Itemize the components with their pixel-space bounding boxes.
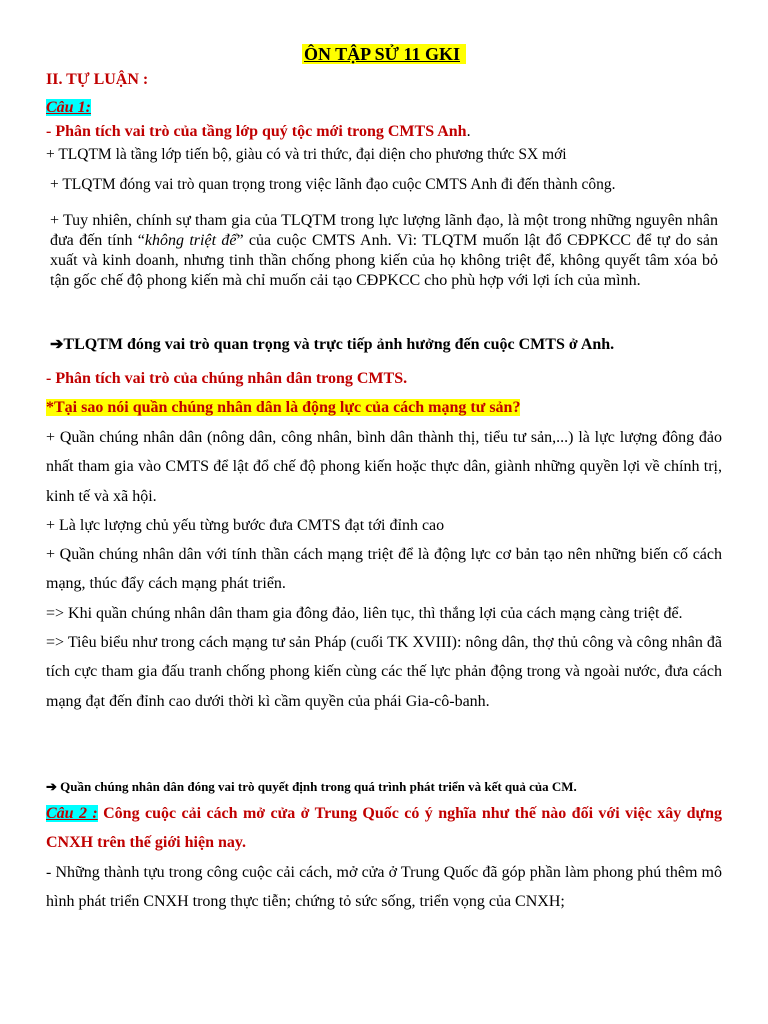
arrow-right-icon: ➔ bbox=[50, 336, 64, 353]
paragraph-3-part-b: ” của cuộc CMTS Anh. Vì: TLQTM muốn lật đổ CĐPKCC để tự do sản xuất và kinh doanh, nhưng tinh thần chống phong kiến của họ không triệt để, không quyết tâm xóa bỏ tận gốc chế độ phong kiến mà chỉ muốn cải tạo CĐPKCC cho phù hợp với lợi ích của mình. bbox=[50, 232, 718, 289]
conclusion-1 bbox=[50, 335, 614, 355]
sub-question-people: - Phân tích vai trò của chúng nhân dân trong CMTS. bbox=[46, 370, 408, 387]
conclusion-2 bbox=[46, 777, 577, 797]
question-1-label-line bbox=[46, 98, 91, 118]
answer-body-people bbox=[46, 423, 722, 716]
section-heading: II. TỰ LUẬN : bbox=[46, 71, 149, 88]
conclusion-1-text: TLQTM đóng vai trò quan trọng và trực tiếp ảnh hưởng đến cuộc CMTS ở Anh. bbox=[63, 336, 615, 353]
arrow-right-icon: ➔ bbox=[46, 779, 57, 794]
question-1-prompt-text: - Phân tích vai trò của tầng lớp quý tộc mới trong CMTS Anh bbox=[46, 123, 467, 140]
question-1-label: Câu 1: bbox=[46, 99, 91, 116]
paragraph-3-italic: không triệt để bbox=[144, 232, 237, 249]
answer-line-1: + TLQTM là tầng lớp tiến bộ, giàu có và tri thức, đại diện cho phương thức SX mới bbox=[46, 146, 567, 163]
question-2-prompt: Công cuộc cải cách mở cửa ở Trung Quốc có ý nghĩa như thế nào đối với việc xây dựng CNXH trên thế giới hiện nay. bbox=[46, 805, 722, 851]
answer-bullet-4: => Khi quần chúng nhân dân tham gia đông đảo, liên tục, thì thắng lợi của cách mạng càng triệt để. bbox=[46, 604, 683, 622]
answer-bullet-3: + Quần chúng nhân dân với tính thần cách mạng triệt để là động lực cơ bản tạo nên những biến cố cách mạng, thúc đẩy cách mạng phát triển. bbox=[46, 546, 722, 593]
answer-bullet-5: => Tiêu biểu như trong cách mạng tư sản Pháp (cuối TK XVIII): nông dân, thợ thủ công và công nhân đã tích cực tham gia đấu tranh chống phong kiến cùng các thế lực phản động trong và ngoài nước, đưa cách mạng đạt đến đỉnh cao dưới thời kì cầm quyền của phái Gia-cô-banh. bbox=[46, 634, 722, 710]
sub-question-why-line bbox=[46, 398, 520, 418]
question-1-prompt-dot: . bbox=[466, 123, 471, 140]
document-title bbox=[0, 44, 768, 65]
question-2-answer bbox=[46, 858, 722, 917]
conclusion-2-text: Quần chúng nhân dân đóng vai trò quyết định trong quá trình phát triển và kết quả của CM. bbox=[60, 779, 577, 794]
question-1-prompt bbox=[46, 122, 471, 142]
answer-line-2: + TLQTM đóng vai trò quan trọng trong việc lãnh đạo cuộc CMTS Anh đi đến thành công. bbox=[50, 176, 616, 193]
sub-question-why: *Tại sao nói quần chúng nhân dân là động lực của cách mạng tư sản? bbox=[46, 399, 521, 416]
answer-paragraph-3 bbox=[50, 211, 718, 291]
question-2-label: Câu 2 : bbox=[46, 805, 98, 822]
question-2 bbox=[46, 799, 722, 857]
question-2-answer-text: - Những thành tựu trong công cuộc cải cách, mở cửa ở Trung Quốc đã góp phần làm phong phú thêm mô hình phát triển CNXH trong thực tiễn; chứng tỏ sức sống, triển vọng của CNXH; bbox=[46, 864, 722, 911]
answer-bullet-1: + Quần chúng nhân dân (nông dân, công nhân, bình dân thành thị, tiểu tư sản,...) là lực lượng đông đảo nhất tham gia vào CMTS để lật đổ chế độ phong kiến hoặc thực dân, giành những quyền lợi về chính trị, kinh tế và xã hội. bbox=[46, 429, 722, 505]
title-text: ÔN TẬP SỬ 11 GKI bbox=[302, 44, 466, 64]
paragraph-3-part-a: + Tuy nhiên, chính sự tham gia của TLQTM trong lực lượng lãnh đạo, là một trong những nguyên nhân đưa đến tính “ bbox=[50, 212, 718, 249]
answer-bullet-2: + Là lực lượng chủ yếu từng bước đưa CMTS đạt tới đỉnh cao bbox=[46, 516, 445, 534]
